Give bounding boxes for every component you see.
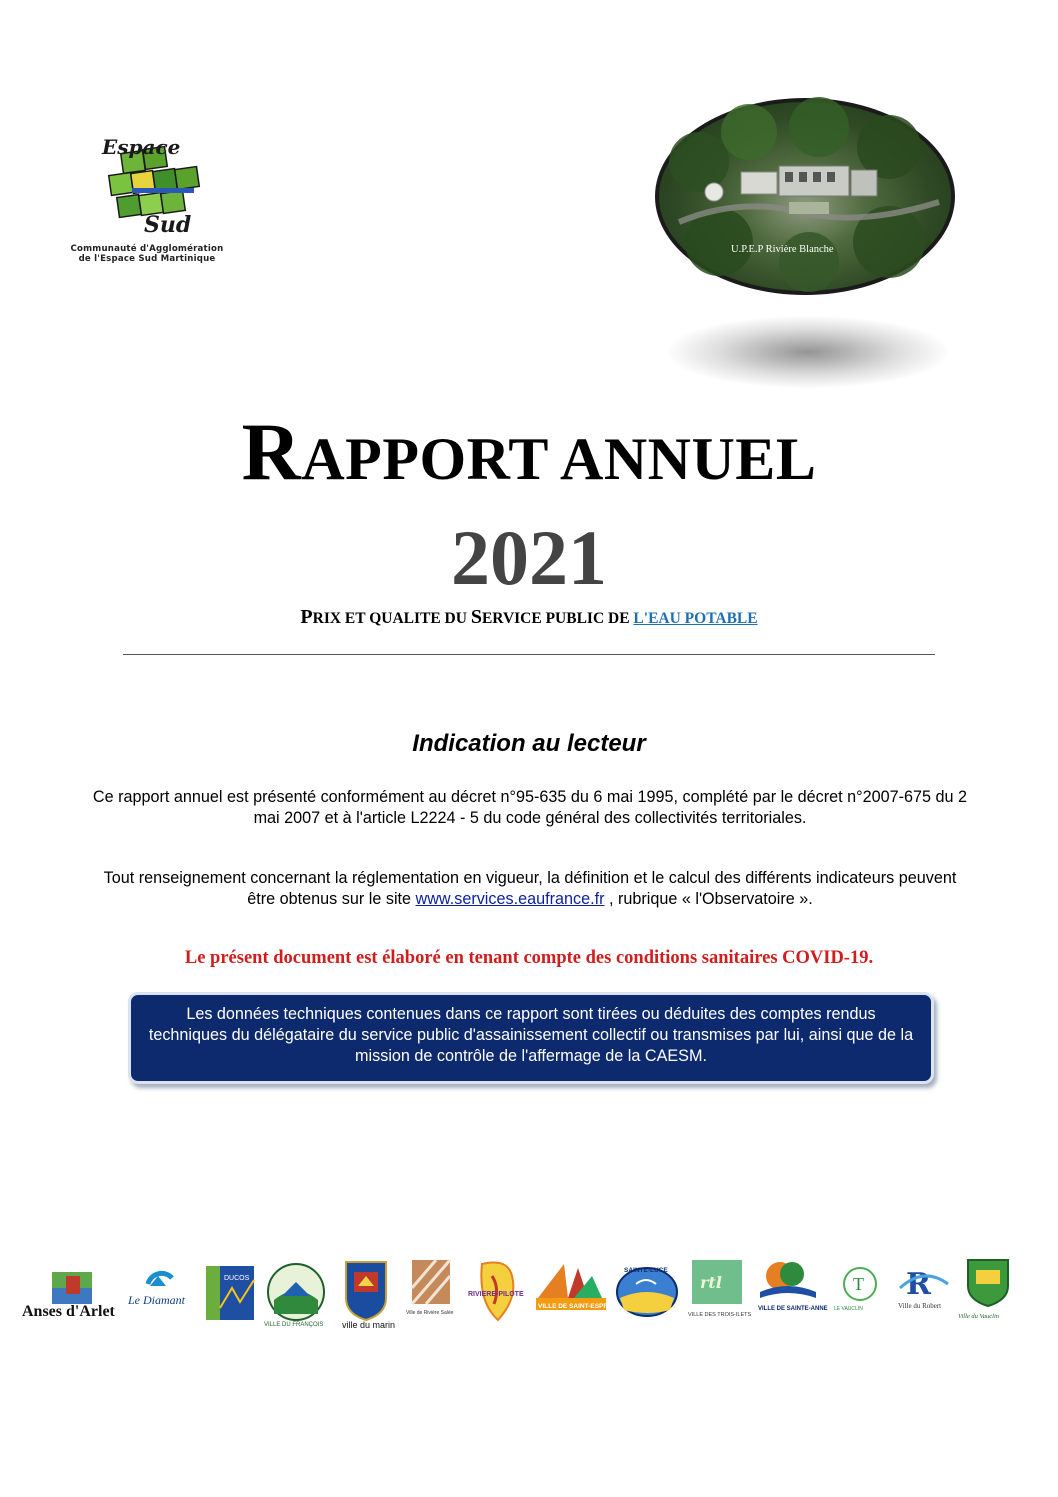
title-initial: R: [241, 406, 302, 497]
report-subtitle: [0, 604, 1058, 632]
subtitle-initial-p: P: [300, 606, 313, 628]
paragraph2-text-after: , rubrique « l'Observatoire ».: [604, 890, 813, 908]
sainte-luce-label: SAINTE-LUCE: [624, 1267, 668, 1274]
eaufrance-link[interactable]: www.services.eaufrance.fr: [415, 890, 605, 908]
robert-label: Ville du Robert: [898, 1302, 942, 1310]
report-year: 2021: [451, 514, 607, 601]
paragraph2-text-before: Tout renseignement concernant la réglementation en vigueur, la définition et le calcul des différents indicateurs peuvent être obtenus sur le site: [103, 869, 957, 908]
marin-label: ville du marin: [342, 1320, 396, 1330]
commune-logo-trois-ilets: [688, 1258, 752, 1328]
commune-logo-francois: [262, 1258, 332, 1328]
subtitle-part1: RIX ET QUALITE DU: [312, 610, 471, 627]
facility-photo: [655, 98, 955, 295]
reader-note-paragraph2: [90, 868, 970, 910]
riviere-salee-label: Ville de Rivière Salée: [406, 1310, 454, 1316]
ducos-label: DUCOS: [224, 1275, 250, 1282]
espace-sud-logo: [52, 128, 242, 273]
subtitle-initial-s: S: [470, 606, 482, 628]
commune-logo-le-diamant: [128, 1258, 188, 1328]
covid-notice: Le présent document est élaboré en tenant compte des conditions sanitaires COVID-19.: [184, 948, 874, 968]
le-diamant-label: Le Diamant: [128, 1293, 185, 1307]
commune-logo-riviere-salee: [406, 1258, 456, 1328]
reader-note-paragraph1: Ce rapport annuel est présenté conformément au décret n°95-635 du 6 mai 1995, complété par le décret n°2007-675 du 2 mai 2007 et à l'article L2224 - 5 du code général des collectivités territoriales.: [92, 788, 968, 827]
riviere-pilote-label: RIVIERE-PILOTE: [468, 1291, 524, 1298]
saint-esprit-label: VILLE DE SAINT-ESPRIT: [538, 1303, 614, 1310]
report-title: [0, 406, 1058, 499]
trois-ilets-label: VILLE DES TROIS-ILETS: [688, 1312, 752, 1318]
commune-logo-sainte-luce: [614, 1258, 680, 1328]
commune-logo-crest: [958, 1258, 1022, 1328]
commune-logo-riviere-pilote: [468, 1258, 526, 1328]
commune-logo-saint-esprit: [534, 1258, 614, 1328]
francois-label: VILLE DU FRANÇOIS: [264, 1322, 324, 1328]
logo-caption-line2: de l'Espace Sud Martinique: [78, 254, 216, 264]
svg-text:T: T: [853, 1274, 864, 1294]
title-divider: [123, 654, 935, 655]
photo-caption: U.P.E.P Rivière Blanche: [731, 244, 834, 255]
commune-logo-ducos: [204, 1258, 256, 1328]
commune-logo-robert: [896, 1258, 952, 1328]
subtitle-part2: ERVICE PUBLIC DE: [481, 610, 634, 627]
notice-box-text: Les données techniques contenues dans ce rapport sont tirées ou déduites des comptes rendus techniques du délégataire du service public d'assainissement collectif ou transmises par lui, ainsi que de la mission de contrôle de l'affermage de la CAESM.: [148, 1005, 914, 1065]
sainte-anne-label: VILLE DE SAINTE-ANNE: [758, 1306, 828, 1312]
photo-shadow: [668, 316, 948, 388]
crest-label: Ville du Vauclin: [958, 1313, 1000, 1320]
vauclin-label: LE VAUCLIN: [834, 1306, 863, 1312]
commune-logo-marin: [340, 1258, 396, 1330]
svg-text:R: R: [906, 1267, 931, 1302]
subtitle-link-eau-potable[interactable]: L'EAU POTABLE: [633, 610, 758, 627]
title-rest: APPORT ANNUEL: [301, 426, 817, 492]
technical-data-notice-box: [128, 992, 934, 1084]
facility-photo-graphic: [659, 102, 951, 291]
logo-word-espace: Espace: [102, 135, 181, 159]
svg-text:rtl: rtl: [700, 1273, 722, 1292]
commune-logo-sainte-anne: [756, 1258, 828, 1328]
commune-logo-anses-darlet: [22, 1258, 126, 1328]
logo-word-sud: Sud: [144, 212, 192, 238]
logo-caption-line1: Communauté d'Agglomération: [70, 244, 224, 254]
commune-logo-vauclin: [834, 1258, 886, 1328]
anses-darlet-label: Anses d'Arlet: [22, 1303, 115, 1320]
reader-note-heading: Indication au lecteur: [412, 730, 646, 757]
